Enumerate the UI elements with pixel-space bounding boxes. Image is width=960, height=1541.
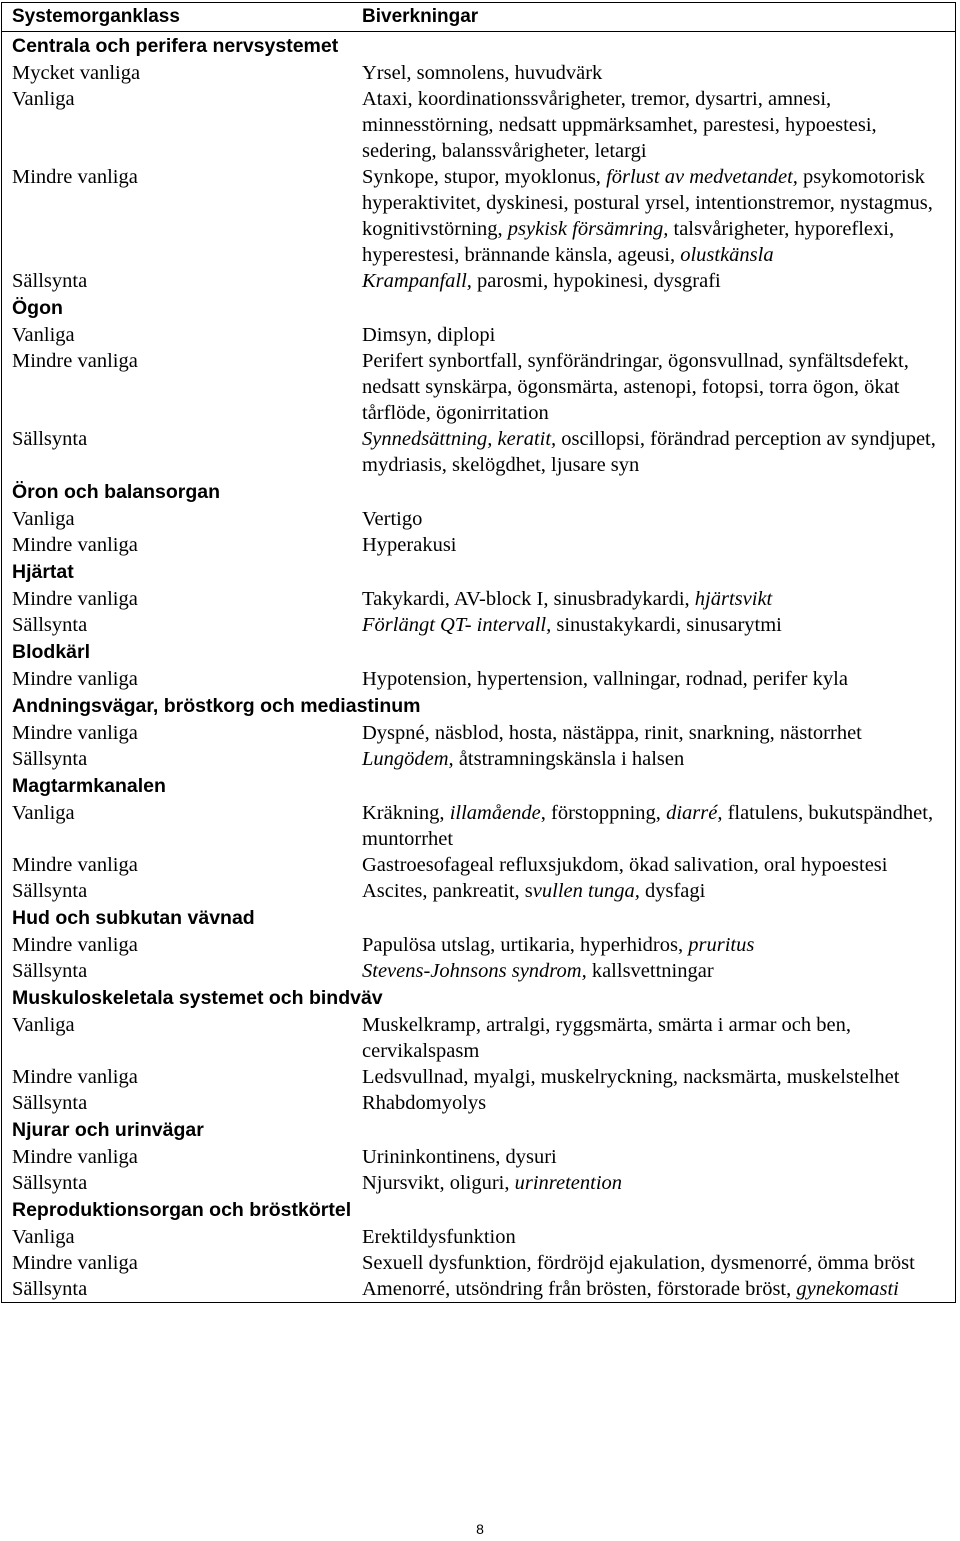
reactions-cell: [362, 852, 955, 878]
frequency-cell: Mindre vanliga: [12, 854, 138, 876]
frequency-cell: Vanliga: [12, 324, 75, 346]
frequency-cell: Vanliga: [12, 1226, 75, 1248]
table-row: [2, 532, 955, 558]
reaction-text: Synnedsättning, keratit,: [362, 428, 557, 450]
reaction-text: Amenorré, utsöndring från brösten, förstorade bröst,: [362, 1278, 797, 1300]
reactions-cell: [362, 1144, 955, 1170]
reaction-text: Dyspné, näsblod, hosta, nästäppa, rinit, snarkning, nästorrhet: [362, 722, 862, 744]
table-row: [2, 878, 955, 904]
table-row: [2, 348, 955, 426]
section-heading: Njurar och urinvägar: [12, 1119, 204, 1141]
table-row: [2, 1224, 955, 1250]
frequency-cell: Sällsynta: [12, 270, 88, 292]
frequency-cell: Mindre vanliga: [12, 1066, 138, 1088]
reaction-text: gynekomasti: [796, 1278, 899, 1300]
reaction-text: , förstoppning,: [540, 802, 667, 824]
reaction-text: Rhabdomyolys: [362, 1092, 487, 1114]
section-heading: Reproduktionsorgan och bröstkörtel: [12, 1199, 352, 1221]
table-row: [2, 1064, 955, 1090]
frequency-cell: Vanliga: [12, 508, 75, 530]
table-row: [2, 746, 955, 772]
reaction-text: Krampanfall,: [362, 270, 472, 292]
table-row: [2, 426, 955, 478]
reaction-text: Muskelkramp, artralgi, ryggsmärta, smärta i armar och ben, cervikalspasm: [362, 1014, 851, 1062]
reaction-text: Gastroesofageal refluxsjukdom, ökad salivation, oral hypoestesi: [362, 854, 888, 876]
reaction-text: sinustakykardi, sinusarytmi: [551, 614, 782, 636]
reactions-cell: [362, 666, 955, 692]
reaction-text: förlust av medvetandet,: [606, 166, 798, 188]
frequency-cell: Sällsynta: [12, 1172, 88, 1194]
table-header: [2, 3, 955, 32]
reactions-cell: [362, 1090, 955, 1116]
frequency-cell: Mindre vanliga: [12, 166, 138, 188]
reactions-cell: [362, 532, 955, 558]
frequency-cell: Mindre vanliga: [12, 722, 138, 744]
reactions-cell: [362, 746, 955, 772]
reactions-cell: [362, 1250, 955, 1276]
reaction-text: Njursvikt, oliguri,: [362, 1172, 515, 1194]
reaction-text: åtstramningskänsla i halsen: [453, 748, 685, 770]
page-number: 8: [476, 1521, 484, 1537]
section-heading: Magtarmkanalen: [12, 775, 166, 797]
frequency-cell: Mindre vanliga: [12, 588, 138, 610]
reactions-cell: [362, 612, 955, 638]
section-heading: Öron och balansorgan: [12, 481, 221, 503]
section-heading: Centrala och perifera nervsystemet: [12, 35, 339, 57]
reactions-cell: [362, 1012, 955, 1064]
reactions-cell: [362, 164, 955, 268]
reaction-text: Kräkning,: [362, 802, 450, 824]
frequency-cell: Vanliga: [12, 1014, 75, 1036]
reactions-cell: [362, 322, 955, 348]
reaction-text: Hyperakusi: [362, 534, 457, 556]
table-row: [2, 800, 955, 852]
frequency-cell: Mindre vanliga: [12, 668, 138, 690]
reactions-cell: [362, 1276, 955, 1302]
frequency-cell: Sällsynta: [12, 1278, 88, 1300]
section-heading: Hjärtat: [12, 561, 74, 583]
reaction-text: kallsvettningar: [586, 960, 714, 982]
reaction-text: Förlängt QT- intervall,: [362, 614, 552, 636]
reactions-cell: [362, 506, 955, 532]
reaction-text: Yrsel, somnolens, huvudvärk: [362, 62, 603, 84]
reaction-text: oscillopsi, förändrad perception av syndjupet, mydriasis, skelögdhet, ljusare syn: [362, 428, 936, 476]
table-row: [2, 666, 955, 692]
frequency-cell: Sällsynta: [12, 614, 88, 636]
frequency-cell: Sällsynta: [12, 960, 88, 982]
reaction-text: Vertigo: [362, 508, 423, 530]
reaction-text: psykomotorisk hyperaktivitet, dyskinesi, postural yrsel, intentionstremor, nystagmus, kognitivstörning,: [362, 166, 933, 240]
reaction-text: Erektildysfunktion: [362, 1226, 516, 1248]
reaction-text: Stevens-Johnsons syndrom,: [362, 960, 587, 982]
reaction-text: dysfagi: [639, 880, 706, 902]
reaction-text: flatulens, bukutspändhet, muntorrhet: [362, 802, 934, 850]
header-organ-class: Systemorganklass: [12, 6, 180, 27]
reactions-cell: [362, 1064, 955, 1090]
frequency-cell: Vanliga: [12, 88, 75, 110]
frequency-cell: Mindre vanliga: [12, 1252, 138, 1274]
reaction-text: Synkope, stupor, myoklonus,: [362, 166, 607, 188]
reaction-text: Dimsyn, diplopi: [362, 324, 496, 346]
reaction-text: diarré,: [666, 802, 723, 824]
reaction-text: parosmi, hypokinesi, dysgrafi: [471, 270, 721, 292]
reactions-cell: [362, 348, 955, 426]
frequency-cell: Sällsynta: [12, 428, 88, 450]
section-heading: Ögon: [12, 297, 63, 319]
table-row: [2, 1276, 955, 1302]
table-row: [2, 164, 955, 268]
reactions-cell: [362, 800, 955, 852]
frequency-cell: Mindre vanliga: [12, 350, 138, 372]
table-row: [2, 932, 955, 958]
table-row: [2, 1170, 955, 1196]
reaction-text: illamående: [449, 802, 541, 824]
frequency-cell: Mindre vanliga: [12, 934, 138, 956]
frequency-cell: Vanliga: [12, 802, 75, 824]
table-row: [2, 586, 955, 612]
reaction-text: Hypotension, hypertension, vallningar, rodnad, perifer kyla: [362, 668, 848, 690]
frequency-cell: Sällsynta: [12, 748, 88, 770]
reaction-text: Ledsvullnad, myalgi, muskelryckning, nacksmärta, muskelstelhet: [362, 1066, 900, 1088]
frequency-cell: Mycket vanliga: [12, 62, 141, 84]
section-heading: Blodkärl: [12, 641, 91, 663]
reactions-cell: [362, 86, 955, 164]
table-row: [2, 852, 955, 878]
reaction-text: Ataxi, koordinationssvårigheter, tremor, dysartri, amnesi, minnesstörning, nedsatt uppmärksamhet, parestesi, hypoestesi, sedering, balanssvårigheter, letargi: [362, 88, 877, 162]
reaction-text: psykisk försämring,: [507, 218, 669, 240]
reaction-text: Urininkontinens, dysuri: [362, 1146, 557, 1168]
reaction-text: Lungödem,: [362, 748, 454, 770]
section-heading: Muskuloskeletala systemet och bindväv: [12, 987, 383, 1009]
reactions-cell: [362, 878, 955, 904]
table-row: [2, 322, 955, 348]
reactions-cell: [362, 1170, 955, 1196]
table-row: [2, 720, 955, 746]
table-row: [2, 1250, 955, 1276]
table-row: [2, 60, 955, 86]
table-row: [2, 958, 955, 984]
reaction-text: Perifert synbortfall, synförändringar, ögonsvullnad, synfältsdefekt, nedsatt synskärpa, ögonsmärta, astenopi, fotopsi, torra ögon, ökat tårflöde, ögonirritation: [362, 350, 909, 424]
table-row: [2, 612, 955, 638]
reaction-text: vullen tunga,: [532, 880, 640, 902]
reactions-cell: [362, 268, 955, 294]
reaction-text: Ascites, pankreatit, s: [362, 880, 533, 902]
table-row: [2, 1144, 955, 1170]
frequency-cell: Mindre vanliga: [12, 1146, 138, 1168]
table-row: [2, 86, 955, 164]
frequency-cell: Sällsynta: [12, 1092, 88, 1114]
reactions-cell: [362, 958, 955, 984]
table-row: [2, 268, 955, 294]
reactions-cell: [362, 932, 955, 958]
reaction-text: pruritus: [688, 934, 755, 956]
reaction-text: talsvårigheter, hyporeflexi, hyperestesi, brännande känsla, ageusi,: [362, 218, 895, 266]
frequency-cell: Mindre vanliga: [12, 534, 138, 556]
table-row: [2, 506, 955, 532]
reaction-text: Takykardi, AV-block I, sinusbradykardi,: [362, 588, 695, 610]
reactions-cell: [362, 586, 955, 612]
reaction-text: Sexuell dysfunktion, fördröjd ejakulation, dysmenorré, ömma bröst: [362, 1252, 915, 1274]
reactions-cell: [362, 720, 955, 746]
table-body: [2, 32, 955, 1302]
table-row: [2, 1090, 955, 1116]
reaction-text: Papulösa utslag, urtikaria, hyperhidros,: [362, 934, 689, 956]
header-adverse-reactions: Biverkningar: [362, 6, 479, 27]
frequency-cell: Sällsynta: [12, 880, 88, 902]
table-row: [2, 1012, 955, 1064]
adverse-reactions-table: [1, 2, 956, 1303]
section-heading: Hud och subkutan vävnad: [12, 907, 255, 929]
reaction-text: hjärtsvikt: [694, 588, 773, 610]
reactions-cell: [362, 1224, 955, 1250]
reactions-cell: [362, 60, 955, 86]
section-heading: Andningsvägar, bröstkorg och mediastinum: [12, 695, 421, 717]
reaction-text: olustkänsla: [680, 244, 774, 266]
reaction-text: urinretention: [514, 1172, 623, 1194]
reactions-cell: [362, 426, 955, 478]
